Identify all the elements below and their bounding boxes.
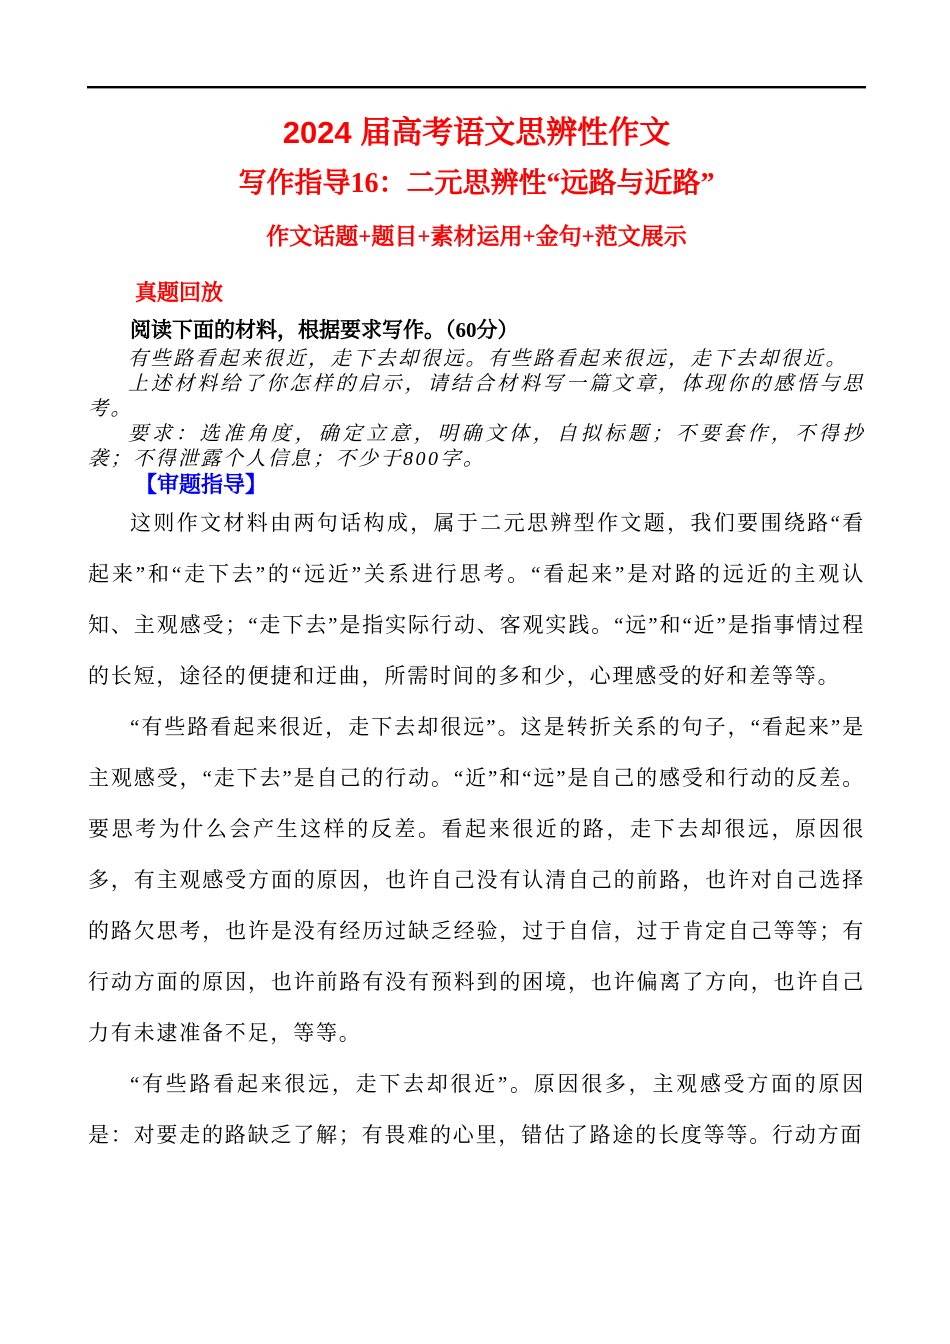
analysis-heading: 【审题指导】 — [135, 472, 268, 497]
analysis-paragraph-2: “有些路看起来很近，走下去却很远”。这是转折关系的句子，“看起来”是主观感受，“走下去”是自己的行动。“近”和“远”是自己的感受和行动的反差。要思考为什么会产生这样的反差。看起来很近的路，走下去却很远，原因很多，有主观感受方面的原因，也许自己没有认清自己的前路，也许对自己选择的路欠思考，也许是没有经历过缺乏经验，过于自信，过于肯定自己等等；有行动方面的原因，也许前路有没有预料到的困境，也许偏离了方向，也许自己力有未逮准备不足，等等。 — [88, 715, 865, 1045]
header-rule — [87, 86, 866, 89]
prompt-title: 阅读下面的材料，根据要求写作。（60分） — [130, 318, 519, 342]
analysis-paragraph-1: 这则作文材料由两句话构成，属于二元思辨型作文题，我们要围绕路“看起来”和“走下去”的“远近”关系进行思考。“看起来”是对路的远近的主观认知、主观感受；“走下去”是指实际行动、客观实践。“远”和“近”是指事情过程的长短，途径的便捷和迂曲，所需时间的多和少，心理感受的好和差等等。 — [88, 511, 865, 688]
section-heading-exam-replay: 真题回放 — [135, 280, 224, 305]
analysis-paragraph-3: “有些路看起来很远，走下去却很近”。原因很多，主观感受方面的原因是：对要走的路缺乏了解；有畏难的心里，错估了路途的长度等等。行动方面 — [88, 1072, 865, 1147]
tagline: 作文话题+题目+素材运用+金句+范文展示 — [266, 224, 687, 249]
main-title: 2024 届高考语文思辨性作文 — [282, 115, 671, 150]
material-line-2: 上述材料给了你怎样的启示，请结合材料写一篇文章，体现你的感悟与思考。 — [88, 373, 865, 420]
material-line-1: 有些路看起来很近，走下去却很远。有些路看起来很远，走下去却很近。 — [128, 348, 848, 370]
requirements-paragraph: 要求：选准角度，确定立意，明确文体，自拟标题；不要套作，不得抄袭；不得泄露个人信息；不少于800字。 — [88, 423, 865, 470]
sub-title: 写作指导16：二元思辨性“远路与近路” — [238, 168, 715, 199]
document-content — [88, 86, 865, 1161]
